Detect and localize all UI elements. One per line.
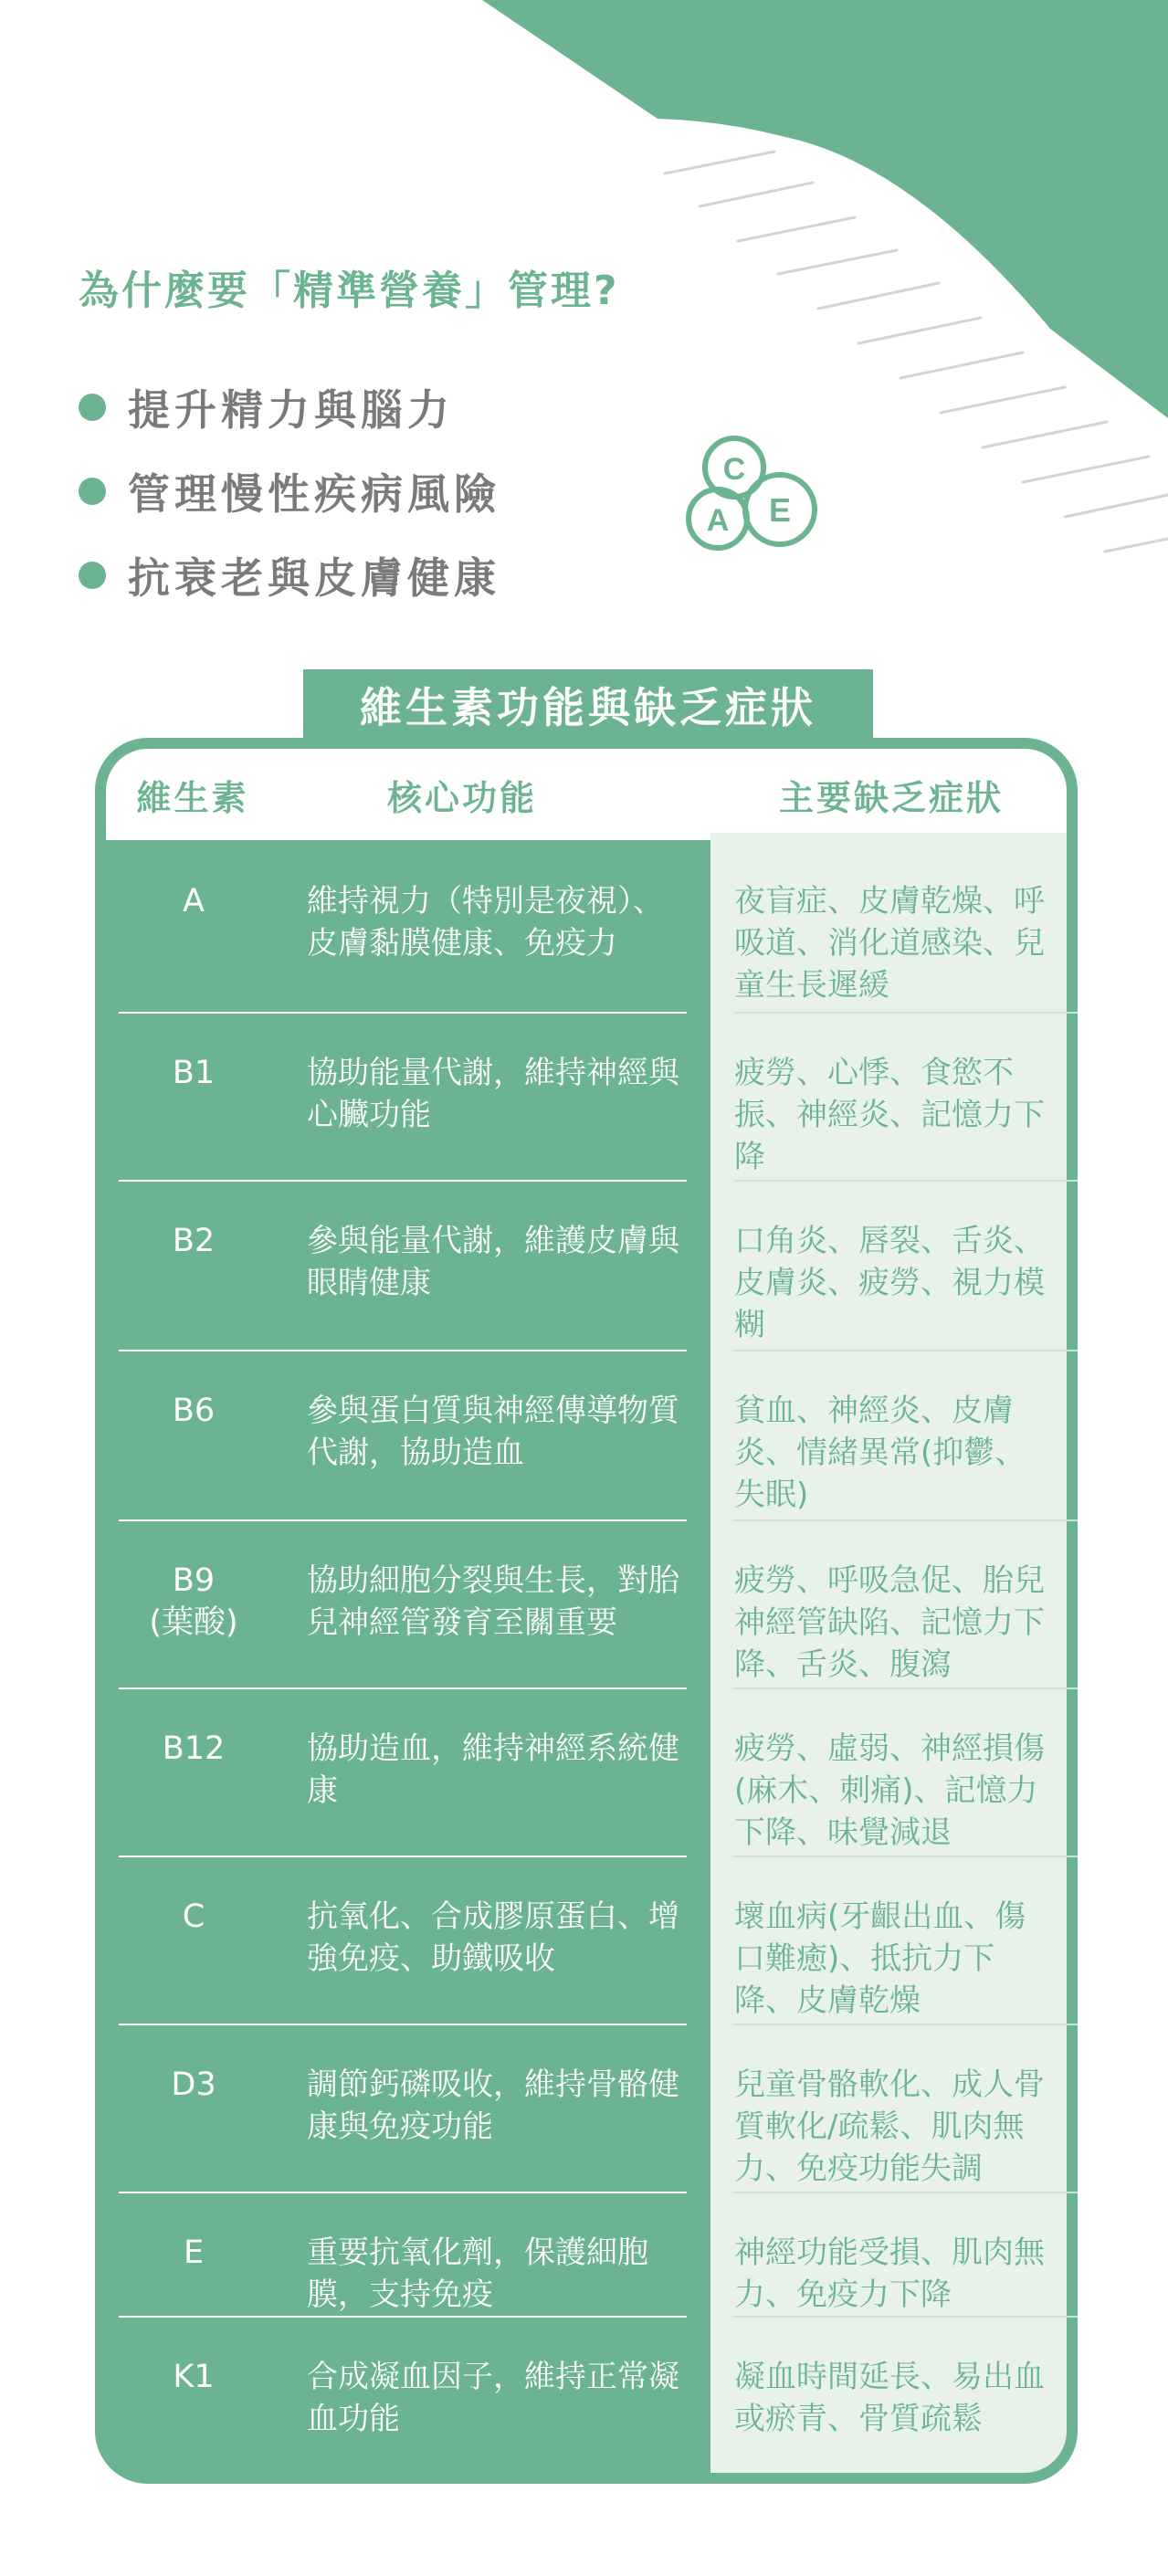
vitamin-name: B1 [172, 1055, 216, 1091]
row-divider [119, 1688, 1078, 1689]
deficiency-symptoms: 兒童骨骼軟化、成人骨質軟化/疏鬆、肌肉無力、免疫功能失調 [734, 2066, 1045, 2187]
row-divider [119, 1180, 1078, 1182]
core-function: 合成凝血因子，維持正常凝血功能 [307, 2359, 679, 2437]
deficiency-symptoms: 疲勞、心悸、食慾不振、神經炎、記憶力下降 [734, 1055, 1045, 1175]
benefit-text: 提升精力與腦力 [128, 385, 454, 435]
header-deficiency-symptoms: 主要缺乏症狀 [778, 777, 1004, 818]
deficiency-symptoms: 神經功能受損、肌肉無力、免疫力下降 [734, 2234, 1045, 2313]
table-row [95, 2316, 1078, 2480]
row-divider [119, 1856, 1078, 1857]
benefit-list [79, 365, 500, 617]
deficiency-symptoms: 夜盲症、皮膚乾燥、呼吸道、消化道感染、兒童生長遲緩 [734, 883, 1045, 1004]
benefit-text: 管理慢性疾病風險 [128, 469, 500, 519]
table-row [95, 1519, 1078, 1688]
vitamin-letter-e: E [768, 491, 792, 529]
deficiency-symptoms: 口角炎、唇裂、舌炎、皮膚炎、疲勞、視力模糊 [734, 1223, 1045, 1343]
benefit-item [79, 449, 500, 533]
row-divider [119, 1012, 1078, 1014]
table-row [95, 1180, 1078, 1350]
deficiency-symptoms: 疲勞、呼吸急促、胎兒神經管缺陷、記憶力下降、舌炎、腹瀉 [734, 1562, 1045, 1683]
vitamin-cae-icon [681, 429, 827, 566]
core-function: 參與蛋白質與神經傳導物質代謝，協助造血 [307, 1393, 679, 1471]
row-divider [119, 1519, 1078, 1521]
row-divider [119, 2316, 1078, 2318]
vitamin-name: E [183, 2234, 205, 2271]
table-row [95, 2024, 1078, 2192]
table-title: 維生素功能與缺乏症狀 [303, 669, 873, 741]
table-row [95, 840, 1078, 1012]
bullet-dot-icon [79, 394, 106, 421]
core-function: 協助細胞分裂與生長，對胎兒神經管發育至關重要 [307, 1562, 679, 1641]
core-function: 抗氧化、合成膠原蛋白、增強免疫、助鐵吸收 [307, 1898, 679, 1977]
table-row [95, 2192, 1078, 2316]
core-function: 重要抗氧化劑，保護細胞膜，支持免疫 [307, 2234, 648, 2313]
header-core-function: 核心功能 [386, 777, 537, 818]
deficiency-symptoms: 疲勞、虛弱、神經損傷(麻木、刺痛)、記憶力下降、味覺減退 [734, 1730, 1045, 1851]
vitamin-name: B12 [162, 1730, 226, 1767]
page-title: 為什麼要「精準營養」管理? [79, 268, 620, 314]
benefit-item [79, 365, 500, 449]
table-row [95, 1856, 1078, 2024]
vitamin-name: A [183, 883, 205, 920]
vitamin-table [95, 738, 1078, 2484]
deficiency-symptoms: 壞血病(牙齦出血、傷口難癒)、抵抗力下降、皮膚乾燥 [734, 1898, 1026, 2019]
core-function: 協助能量代謝，維持神經與心臟功能 [307, 1055, 679, 1133]
vitamin-name: C [182, 1898, 205, 1935]
row-divider [119, 1350, 1078, 1351]
core-function: 調節鈣磷吸收，維持骨骼健康與免疫功能 [307, 2066, 679, 2145]
table-row [95, 1012, 1078, 1180]
vitamin-name: B6 [172, 1393, 216, 1429]
header-vitamin: 維生素 [136, 777, 249, 818]
deficiency-symptoms: 凝血時間延長、易出血或瘀青、骨質疏鬆 [734, 2359, 1045, 2437]
vitamin-letter-c: C [722, 452, 746, 487]
row-divider [119, 2024, 1078, 2025]
core-function: 參與能量代謝，維護皮膚與眼睛健康 [307, 1223, 679, 1301]
deficiency-symptoms: 貧血、神經炎、皮膚炎、情緒異常(抑鬱、失眠) [734, 1393, 1026, 1513]
benefit-item [79, 533, 500, 617]
table-row [95, 1350, 1078, 1519]
core-function: 協助造血，維持神經系統健康 [307, 1730, 679, 1809]
table-header [106, 749, 1067, 840]
vitamin-letter-a: A [706, 503, 730, 538]
bullet-dot-icon [79, 478, 106, 505]
row-divider [119, 2192, 1078, 2193]
vitamin-name: K1 [173, 2359, 215, 2395]
vitamin-name: B9 (葉酸) [149, 1562, 238, 1641]
core-function: 維持視力（特別是夜視）、皮膚黏膜健康、免疫力 [307, 883, 664, 962]
bullet-dot-icon [79, 562, 106, 589]
table-row [95, 1688, 1078, 1856]
vitamin-name: D3 [171, 2066, 216, 2103]
benefit-text: 抗衰老與皮膚健康 [128, 553, 500, 603]
vitamin-name: B2 [172, 1223, 216, 1259]
